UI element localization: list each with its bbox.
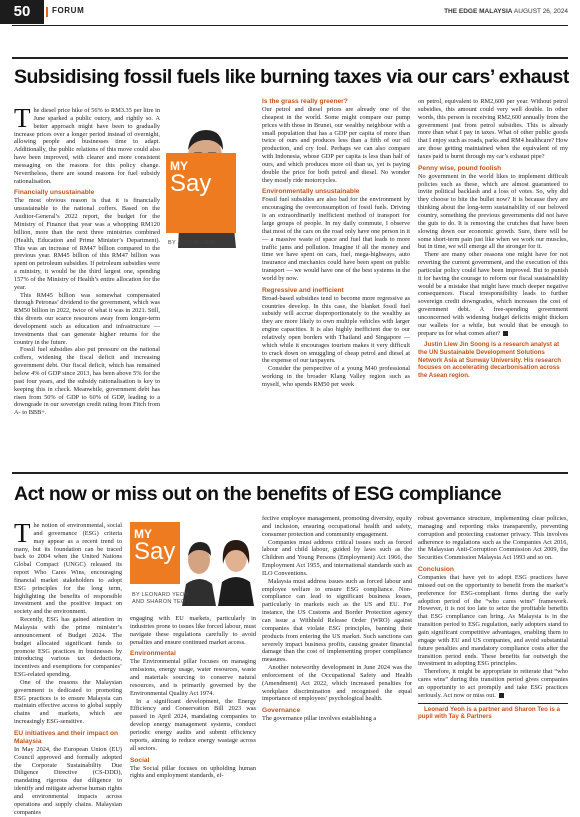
- subheading: Regressive and inefficient: [262, 286, 344, 294]
- article2-column-2: [130, 615, 256, 780]
- article2-headline: Act now or miss out on the benefits of ESG compliance: [14, 483, 502, 505]
- paragraph: Another noteworthy development in June 2024 was the enforcement of the Occupational Safety and Health (Amendment) Act 2022, which increased penalties for workplace discrimination and recognised the equal importance of employees’ psychological health.: [262, 664, 412, 703]
- subheading: EU initiatives and their impact on Malaysia: [14, 729, 119, 745]
- end-square-icon: [499, 693, 504, 698]
- author-portrait: [166, 98, 244, 248]
- article1-column-2: [262, 98, 410, 389]
- paragraph: fective employee management, promoting diversity, equity and inclusion, ensuring occupational health and safety, consumer protection and community engagement.: [262, 515, 412, 538]
- column-label-my: MY: [134, 527, 152, 541]
- page-number: 50: [0, 0, 44, 24]
- paragraph: Consider the perspective of a young M40 professional working in the broader Klang Valley region such as myself, who spends RM50 per week: [262, 365, 410, 388]
- paragraph: In a significant development, the Energy Efficiency and Conservation Bill 2023 was passed in April 2024, mandating companies to develop energy management systems, conduct periodic energy audits and submit efficiency reports, aiming to reduce energy wastage across all sectors.: [130, 697, 256, 752]
- column-badge: [170, 160, 211, 196]
- paragraph: Fossil fuel subsidies also put pressure on the national coffers, widening the fiscal deficit and increasing government debt. Our fiscal deficit, which has remained below 4% of GDP since 2013, has been above 5% for the past four years, and the subsidy rationalisation is key to keeping this in check. Meanwhile, government debt has risen from 50% of GDP to 60% of GDP, leading to a downgrade in our sovereign credit rating from Fitch from A- to BBB+.: [14, 346, 160, 417]
- dropcap: T: [14, 103, 31, 133]
- article-divider: [12, 472, 568, 474]
- paragraph-text: Therefore, it might be appropriate to reiterate that “who cares wins” during this transition period gives companies an opportunity to act promptly and take ESG practices seriously. Act now or miss out.: [418, 668, 568, 699]
- article2-column-1: [14, 518, 122, 817]
- paragraph: [418, 668, 568, 699]
- end-square-icon: [503, 331, 508, 336]
- paragraph: Companies that have yet to adopt ESG practices have missed out on the opportunity to benefit from the market’s preference for ESG-compliant firms during the early adoption period of the “who cares wins” framework. However, it is not too late to seize the profitable benefits that ESG compliance can bring. As Malaysia is in the transition period to ESG regulation, early adopters stand to gain significant competitive advantages, enabling them to engage with EU and US companies, and avoid substantial future penalties and mandatory compliance costs after the transition period ends. These benefits far outweigh the investment in adopting ESG principles.: [418, 574, 568, 668]
- paragraph: Recently, ESG has gained attention in Malaysia with the prime minister’s announcement of Budget 2024. The budget allocated significant funds to promote ESG practices in businesses by introducing various tax deductions, incentives and exemptions for companies’ ESG-related spending.: [14, 616, 122, 679]
- paragraph: Fossil fuel subsidies are also bad for the environment by encouraging the overconsumption of fossil fuels. Driving is an extraordinarily inefficient method of transport for large groups of people. In my daily commute, I observe that most of the cars on the road only have one person in it — a massive waste of space and fuel that leads to more traffic jams and pollution. Imagine if all the money and time we have spent on cars, fuel, mega-highways, auto insurance and mechanics could have been spent on public transport — we would have one of the best systems in the world by now.: [262, 196, 410, 282]
- column-badge: [134, 528, 175, 564]
- article2-column-3: [262, 515, 412, 723]
- publication-date: AUGUST 26, 2024: [513, 8, 568, 15]
- paragraph: Our petrol and diesel prices are already one of the cheapest in the world. Some might compare our pump prices with those in Brunei, our wealthy neighbour with a small population that has a GDP per capita of more than twice of ours and produces less than a fifth of our oil production, and cry foul. Perhaps we can also compare with Indonesia, whose GDP per capita is less than half of ours, and which produces more oil than us, yet is paying double the price for both petrol and diesel. No wonder they mostly ride motorcycles.: [262, 106, 410, 184]
- article1-byline: BY JUSTIN LIEW: [168, 240, 216, 246]
- paragraph: The Social pillar focuses on upholding human rights and employment standards, ef-: [130, 764, 256, 780]
- article1-column-3: [418, 98, 568, 379]
- page-header: [0, 0, 580, 26]
- article1-author-bio: Justin Liew Jin Soong is a research analyst at the UN Sustainable Development Solutions Network Asia at Sunway University. His research focuses on accelerating decarbonisation across the Asean region.: [418, 341, 562, 379]
- header-rule: [12, 25, 568, 26]
- paragraph: In May 2024, the European Union (EU) Council approved and formally adopted the Corporate Sustainability Due Diligence Directive (CS-DDD), mandating rigorous due diligence to identify and mitigate adverse human rights and environmental impacts across operations and supply chains. Malaysian companies: [14, 745, 122, 816]
- paragraph: The governance pillar involves establishing a: [262, 715, 377, 723]
- subheading: Environmental: [130, 650, 176, 658]
- article2-lede: [14, 518, 122, 616]
- subheading: Financially unsustainable: [14, 189, 95, 197]
- column-label-my: MY: [170, 159, 188, 173]
- paragraph-text: There are many other reasons one might have for not reverting the current government, and the execution of this particular policy could have been improved. But to punish it for having the courage to reform our fiscal sustainability would be a mistake that might have much deeper negative consequences. Fiscal irresponsibility leads to further sovereign credit downgrades, which increases the cost of government debt. A free-spending government unconcerned with widening budget deficits might thicken our wallets for a while, but would that be enough to prepare us for what comes after?: [418, 251, 568, 337]
- section-tick: [46, 7, 48, 17]
- column-label-say: Say: [134, 538, 176, 565]
- subheading: Penny wise, pound foolish: [418, 164, 502, 172]
- subheading: Environmentally unsustainable: [262, 188, 360, 196]
- article2-column-4: [418, 515, 568, 721]
- paragraph: [418, 251, 568, 337]
- paragraph: on petrol, equivalent to RM2,600 per year. Without petrol subsidies, this amount could very well double. In other words, this person is receiving RM2,600 annually from the government just from petrol subsidies. This is already more than what I pay in taxes. What of other public goods that I enjoy such as roads, parks and RM4 healthcare? How are those getting maintained when the equivalent of my taxes paid is burnt through my car’s exhaust pipe?: [418, 98, 568, 160]
- publication-name: THE EDGE MALAYSIA: [444, 8, 513, 15]
- article1-top-rule: [12, 57, 568, 59]
- paragraph: engaging with EU markets, particularly in industries prone to issues like forced labour, must navigate these regulations carefully to avoid penalties and ensure continued market access.: [130, 615, 256, 646]
- paragraph: Broad-based subsidies tend to become more regressive as countries develop. In this case, the blanket fossil fuel subsidy will accrue disproportionately to the wealthy as they are more likely to own multiple vehicles with larger engine capacities. It is also highly inefficient due to our relatively open borders with Thailand and Singapore — which while it encourages tourism makes it very difficult to crack down on smuggling of cheap petrol and diesel at the expense of our taxpayers.: [262, 294, 410, 365]
- paragraph: The Environmental pillar focuses on managing emissions, energy usage, water resources, waste and materials sourcing to conserve natural resources, and is primarily governed by the Environmental Quality Act 1974.: [130, 658, 256, 697]
- paragraph: One of the reasons the Malaysian government is dedicated to promoting ESG practices is to ensure Malaysia can maintain effective access to global supply chains and markets, which are increasingly ESG-sensitive.: [14, 678, 122, 726]
- subheading: Is the grass really greener?: [262, 98, 348, 105]
- paragraph: The most obvious reason is that it is financially unsustainable to the national coffers. Based on the Auditor-General’s 2022 report, the budget for the Ministry of Finance that year was a whopping RM120 billion, more than the next three ministries combined (Health, Education and Prime Minister’s Department). This was an increase of RM47 billion compared to the previous year. RM45 billion of this RM47 billion was spent on petroleum subsidies. If petroleum subsidies were a ministry, it would be the third largest one, spending 157% of the Ministry of Health’s entire allocation for the year.: [14, 197, 160, 291]
- subheading: Conclusion: [418, 566, 454, 574]
- paragraph: robust governance structure, implementing clear policies, managing and reporting risks transparently, preventing corruption and protecting customer privacy. This involves adherence to regulations such as the Companies Act 2016, the Malaysian Anti-Corruption Commission Act 2009, the Securities Commission Malaysia Act 1993 and so on.: [418, 515, 568, 562]
- paragraph: he diesel price hike of 56% to RM3.35 per litre in June sparked a public outcry, and rightly so. A better approach might have been to gradually increase prices over a longer period instead of overnight, allowing people and businesses time to adapt. Additionally, the public relations of this move could also have been improved, with clearer and more consistent messaging on the reasons for this policy change. Nevertheless, there are sound reasons for fuel subsidy rationalisation.: [14, 107, 160, 185]
- subheading: Governance: [262, 707, 301, 715]
- paragraph: This RM45 billion was somewhat compensated through Petronas’ dividend to the government, which was RM50 billion in 2022, twice of what it was in 2021. Still, this diverts our scarce resources away from longer-term development such as education and infrastructure — investments that can generate higher returns for the country in the future.: [14, 291, 160, 346]
- article2-author-bio: Leonard Yeoh is a partner and Sharon Teo is a pupil with Tay & Partners: [418, 703, 568, 721]
- article1-headline: Subsidising fossil fuels like burning taxes via our cars’ exhaust: [14, 66, 569, 88]
- paragraph: Companies must address critical issues such as forced labour and child labour, guided by laws such as the Children and Young Persons (Employment) Act 1966, the Employment Act 1955, and international standards such as ILO Conventions.: [262, 538, 412, 577]
- paragraph: No government in the world likes to implement difficult policies such as these, which are almost guaranteed to invite political backlash and a loss of votes. So, why did they choose to bite the bullet now? It is because they are thinking about the long-term sustainability of our beloved country, something the previous governments did not have the guts to do. It is removing the crutches that have been slowing down our economic growth. Sure, there will be some short-term pain just like when we work our muscles, but in time, we will emerge all the stronger for it.: [418, 172, 568, 251]
- subheading: Social: [130, 756, 150, 764]
- article1-column-1: [14, 103, 160, 417]
- paragraph: Malaysia must address issues such as forced labour and employee welfare to ensure ESG compliance. Non-compliance can lead to significant business losses, particularly in markets such as the US and EU. For instance, the US Customs and Border Protection agency can issue a Withhold Release Order (WRO) against companies that violate ESG principles, banning their products from entering the US market. Such sanctions can severely impact business profits, causing greater financial damage than the cost of implementing proper compliance measures.: [262, 577, 412, 664]
- column-label-say: Say: [170, 170, 212, 197]
- article2-byline: BY LEONARD YEOH AND SHARON TEO: [132, 592, 189, 605]
- dropcap: T: [14, 518, 31, 548]
- paragraph: he notion of environmental, social and governance (ESG) criteria may appear as a recent trend to many, but its foundation can be traced back to 2004 when the United Nations Global Compact (UNGC) released its report Who Cares Wins, encouraging financial market stakeholders to adopt ESG principles for the long term, highlighting the benefits of responsible investment and the positive impact on society and the environment.: [14, 522, 122, 616]
- article1-lede: [14, 103, 160, 185]
- section-label: FORUM: [52, 6, 85, 15]
- publication-info: [444, 8, 568, 15]
